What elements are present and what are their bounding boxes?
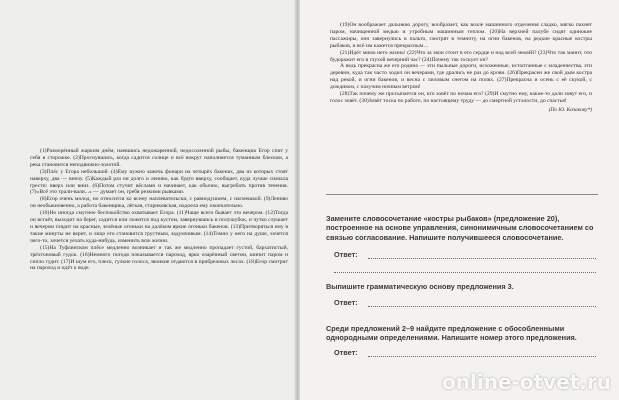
paragraph: (10)Но иногда смутное беспокойство охватывает Егора. (11)Чаще всего бывает это вечером. (12)Тогда он встаёт, выходит на берег, садится или ложится под кустом, завернувшись в полушубок, и чутко слушает и вечером глядит на красные, зелёные огоньки на далёком яркие огоньки бакенов. (13)Притворяться ему в такие минуты не верит, и лицо его становится грустным, задумчивым. (14)Томно у него на душе, хочется чего-то, хочется уехать куда-нибудь, изменить всю жизни. bbox=[30, 210, 288, 244]
task-1-text: Замените словосочетание «костры рыбаков» (предложение 20), построенное на основе управления, синонимичным словосочетанием со связью согласование. Напишите получившееся словосочетание. bbox=[326, 214, 594, 242]
task-2-answer[interactable] bbox=[334, 298, 596, 308]
section-divider bbox=[326, 194, 598, 195]
task-3-text: Среди предложений 2–9 найдите предложение с обособленными однородными определениями. Напишите номер этого предложения. bbox=[326, 324, 577, 343]
answer-line[interactable] bbox=[368, 306, 596, 307]
task-3-answer[interactable] bbox=[334, 348, 596, 358]
answer-line[interactable] bbox=[368, 258, 596, 259]
answer-label: Ответ: bbox=[334, 348, 358, 357]
watermark: online-otvet.ru bbox=[442, 370, 611, 394]
task-1-answer[interactable] bbox=[334, 250, 596, 260]
answer-label: Ответ: bbox=[334, 298, 358, 307]
paragraph: (15)На Туфлинском плёсе медленно возникает и так же медленно пропадает густой, бархатистый, трёхтоновый гудок. (16)Немного погодя показывается пароход, ярко озарённый светом, шипит паром и сипло гудит. (17)И шум его, плеск, гулкие голоса, звонкие отдаются в прибрежных лесах. (18)Егор смотрит на пароход и идёт к воде. bbox=[30, 244, 288, 272]
answer-label: Ответ: bbox=[334, 250, 358, 259]
story-text-right bbox=[330, 22, 592, 114]
paragraph: (28)Так почему же просыпается он, кто зовёт по ночам его? (29)И смутно ему, какие-то дали зовут его, и голос зовёт. (30)Зовёт тоска по работе, по настоящему труду — до смертной усталости, до счастья! bbox=[330, 91, 592, 104]
paragraph: (19)Он воображает дальнюю дорогу, вообразает, как возле машинного отделения сладко, мягко пахнет паром, начищенной медью и утробным машинным теплом. (20)На верхней палубе сидят одинокие пассажиры, они завернулись в пальто, смотрят в темноту, на огни бакенов, на редкие красные костры рыбаков, и всё им кажется прекрасным… bbox=[330, 22, 592, 49]
paragraph: (3)Плёс у Егора небольшой. (4)Ему нужно зажечь фонари на четырёх бакенах, два из которых стоят наверху, два — внизу. (5)Каждый раз он долго и лениво, как будто вверху, сообщает, куда лучше сначала грести: вверх или вниз. (6)Потом стучит вёслами и начинает, как обычно, выгребать против течения. (7)«Всё это трали-вали...» — думает он, гребя резкими рывками. bbox=[30, 168, 288, 196]
paragraph: (1)Разморённый жарким днём, наевшись недожаренной, недосоленной рыбы, бакенщик Егор спит у себя в сторожке. (2)Проснувшись, когда садится солнце и всё вокруг наполняется туманным блеском, а река становится неподвижно-золотой. bbox=[30, 148, 288, 168]
attribution: (По Ю. Казакову*) bbox=[548, 106, 592, 113]
paragraph: (21)Идёт мимо него жизнь! (22)Что за звон стоит в его сердце и над всей землёй? (23)Что так манит, что будоражит его в глухой вечерний час? (24)Почему так тоскует он? bbox=[330, 49, 592, 63]
story-text-left bbox=[30, 148, 288, 272]
answer-line-continued[interactable] bbox=[334, 272, 596, 273]
right-page bbox=[300, 0, 619, 400]
left-page bbox=[0, 0, 296, 400]
answer-line[interactable] bbox=[368, 356, 596, 357]
task-2-text: Выпишите грамматическую основу предложения 3. bbox=[326, 282, 514, 291]
paragraph: (8)Егор очень молод, но относится ко всему наплевательски, с равнодушием, с насмешкой. (9)Лениво он необыкновенно, а работа бакенщика, лёгкая, стариковская, надоела ему окончательно. bbox=[30, 196, 288, 210]
paragraph: А ведь прекрасна же его родина — эти пыльные дороги, исхоженные, истоптанные с младенчества, эти деревни, куда так часто ходил он вечерами, где дрались не раз до крови. (26)Прекрасен же свой дым костра над рекой, и огни бакенов, и весна с лиловым снегом на полях. (27)Прекрасна и осень с её скукой, с дождиком, с пахучим ночным ветром! bbox=[330, 63, 592, 91]
